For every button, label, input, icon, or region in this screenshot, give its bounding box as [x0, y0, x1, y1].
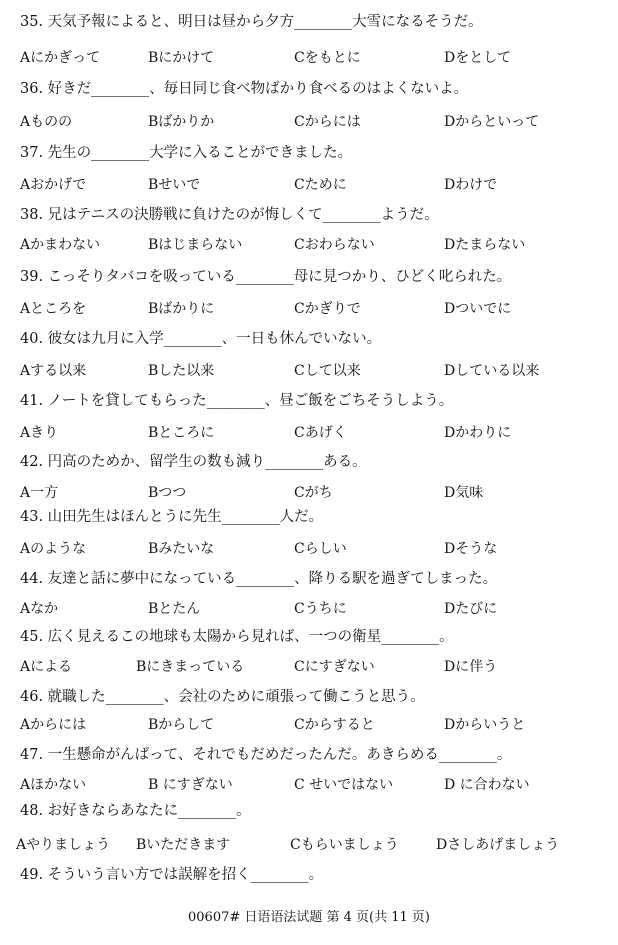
- option-47-a: Aほかない: [20, 777, 87, 793]
- question-44: 44. 友達と話に夢中になっている________、降りる駅を過ぎてしまった。: [20, 571, 498, 587]
- question-46: 46. 就職した________、会社のために頑張って働こうと思う。: [20, 689, 425, 705]
- option-45-c: Cにすぎない: [294, 659, 375, 675]
- option-36-b: Bばかりか: [148, 114, 215, 130]
- question-43: 43. 山田先生はほんとうに先生________人だ。: [20, 509, 324, 525]
- question-48: 48. お好きならあなたに________。: [20, 803, 251, 819]
- option-35-c: Cをもとに: [294, 50, 361, 66]
- option-42-d: D気味: [444, 485, 484, 501]
- option-43-a: Aのような: [20, 541, 87, 557]
- option-37-b: Bせいで: [148, 177, 201, 193]
- option-35-b: Bにかけて: [148, 50, 215, 66]
- option-44-b: Bとたん: [148, 601, 201, 617]
- option-38-a: Aかまわない: [20, 237, 101, 253]
- option-45-a: Aによる: [20, 659, 73, 675]
- option-37-d: Dわけで: [444, 177, 498, 193]
- option-46-d: Dからいうと: [444, 717, 526, 733]
- option-48-d: Dさしあげましょう: [436, 837, 560, 853]
- option-40-c: Cして以来: [294, 363, 361, 379]
- option-36-a: Aものの: [20, 114, 73, 130]
- question-36: 36. 好きだ________、毎日同じ食べ物ばかり食べるのはよくないよ。: [20, 81, 469, 97]
- option-48-a: Aやりましょう: [16, 837, 111, 853]
- option-39-a: Aところを: [20, 301, 87, 317]
- option-44-a: Aなか: [20, 601, 59, 617]
- option-42-b: Bつつ: [148, 485, 187, 501]
- question-39: 39. こっそりタバコを吸っている________母に見つかり、ひどく叱られた。: [20, 269, 512, 285]
- option-43-b: Bみたいな: [148, 541, 215, 557]
- question-41: 41. ノートを貸してもらった________、昼ご飯をごちそうしよう。: [20, 393, 454, 409]
- option-46-a: Aからには: [20, 717, 87, 733]
- option-46-c: Cからすると: [294, 717, 375, 733]
- option-44-c: Cうちに: [294, 601, 347, 617]
- page-footer: 00607# 日语语法试题 第 4 页(共 11 页): [188, 910, 430, 925]
- option-43-d: Dそうな: [444, 541, 498, 557]
- question-45: 45. 広く見えるこの地球も太陽から見れば、一つの衛星________。: [20, 629, 454, 645]
- option-35-d: Dをとして: [444, 50, 512, 66]
- option-41-c: Cあげく: [294, 425, 347, 441]
- question-38: 38. 兄はテニスの決勝戦に負けたのが悔しくて________ようだ。: [20, 207, 439, 223]
- option-46-b: Bからして: [148, 717, 215, 733]
- question-40: 40. 彼女は九月に入学________、一日も休んでいない。: [20, 331, 382, 347]
- option-45-b: Bにきまっている: [136, 659, 245, 675]
- option-38-d: Dたまらない: [444, 237, 526, 253]
- option-44-d: Dたびに: [444, 601, 498, 617]
- option-47-b: B にすぎない: [148, 777, 233, 793]
- option-41-b: Bところに: [148, 425, 215, 441]
- question-49: 49. そういう言い方では誤解を招く________。: [20, 867, 324, 883]
- option-42-c: Cがち: [294, 485, 333, 501]
- option-40-d: Dしている以来: [444, 363, 540, 379]
- option-47-d: D に合わない: [444, 777, 530, 793]
- option-41-d: Dかわりに: [444, 425, 512, 441]
- option-41-a: Aきり: [20, 425, 59, 441]
- question-35: 35. 天気予報によると、明日は昼から夕方________大雪になるそうだ。: [20, 14, 483, 30]
- option-42-a: A一方: [20, 485, 59, 501]
- option-35-a: Aにかぎって: [20, 50, 101, 66]
- option-39-d: Dついでに: [444, 301, 512, 317]
- option-43-c: Cらしい: [294, 541, 347, 557]
- option-48-b: Bいただきます: [136, 837, 231, 853]
- option-38-c: Cおわらない: [294, 237, 375, 253]
- option-37-c: Cために: [294, 177, 347, 193]
- option-36-c: Cからには: [294, 114, 361, 130]
- question-37: 37. 先生の________大学に入ることができました。: [20, 145, 353, 161]
- option-45-d: Dに伴う: [444, 659, 498, 675]
- option-47-c: C せいではない: [294, 777, 394, 793]
- option-36-d: Dからといって: [444, 114, 540, 130]
- question-42: 42. 円高のためか、留学生の数も減り________ある。: [20, 454, 367, 470]
- option-37-a: Aおかげで: [20, 177, 87, 193]
- option-48-c: Cもらいましょう: [290, 837, 399, 853]
- option-38-b: Bはじまらない: [148, 237, 243, 253]
- option-39-b: Bばかりに: [148, 301, 215, 317]
- option-40-a: Aする以来: [20, 363, 87, 379]
- option-39-c: Cかぎりで: [294, 301, 361, 317]
- question-47: 47. 一生懸命がんばって、それでもだめだったんだ。あきらめる________。: [20, 747, 512, 763]
- option-40-b: Bした以来: [148, 363, 215, 379]
